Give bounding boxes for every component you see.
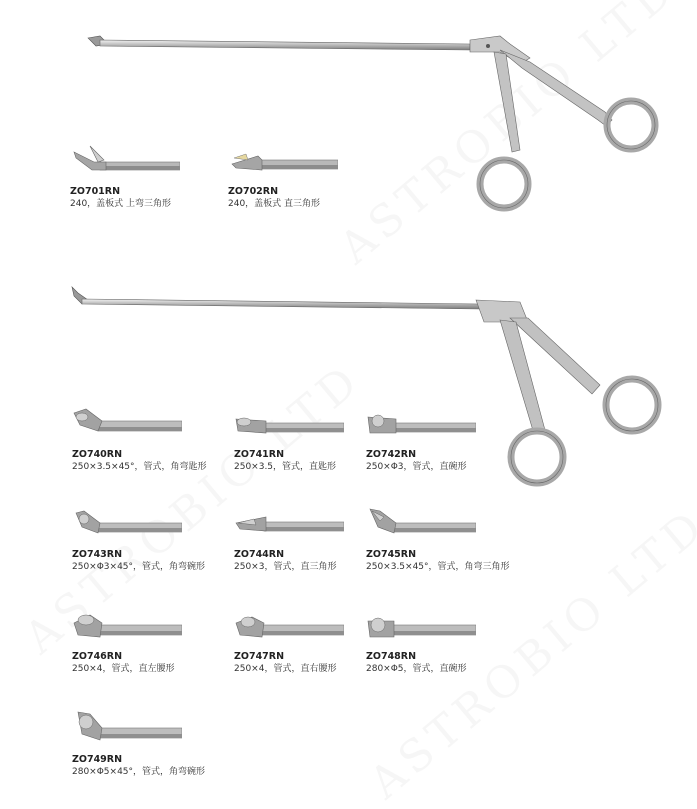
- tip-right-kidney-image: [234, 607, 344, 649]
- product-item: [366, 405, 536, 473]
- product-item: [70, 142, 240, 210]
- product-code: ZO740RN: [72, 449, 123, 460]
- product-item: [72, 607, 242, 675]
- tip-angled-cup-image: [72, 505, 182, 547]
- product-item: [72, 505, 242, 573]
- tip-straight-cup-image: [366, 405, 476, 447]
- product-code: ZO749RN: [72, 754, 123, 765]
- product-description: 240，盖板式 上弯三角形: [70, 199, 172, 209]
- product-item: [366, 505, 536, 573]
- product-description: 250×3.5，管式，直匙形: [234, 462, 337, 472]
- product-code: ZO743RN: [72, 549, 123, 560]
- product-code: ZO702RN: [228, 186, 279, 197]
- product-code: ZO746RN: [72, 651, 123, 662]
- product-description: 250×4，管式，直左腰形: [72, 664, 175, 674]
- product-description: 280×Φ5，管式，直碗形: [366, 664, 467, 674]
- product-item: [228, 142, 398, 210]
- product-item: [72, 710, 242, 778]
- product-code: ZO741RN: [234, 449, 285, 460]
- tip-angled-triangle-image: [70, 142, 180, 184]
- product-description: 250×3.5×45°，管式，角弯匙形: [72, 462, 207, 472]
- product-description: 250×4，管式，直右腰形: [234, 664, 337, 674]
- product-description: 250×3，管式，直三角形: [234, 562, 337, 572]
- product-code: ZO701RN: [70, 186, 121, 197]
- product-code: ZO745RN: [366, 549, 417, 560]
- product-item: [72, 405, 242, 473]
- product-code: ZO747RN: [234, 651, 285, 662]
- tip-angled-cup-image: [72, 710, 182, 752]
- product-description: 240，盖板式 直三角形: [228, 199, 321, 209]
- tip-left-kidney-image: [72, 607, 182, 649]
- tip-angled-triangle-image: [366, 505, 476, 547]
- tip-straight-triangle-image: [228, 142, 338, 184]
- tip-straight-cup-image: [366, 607, 476, 649]
- product-code: ZO742RN: [366, 449, 417, 460]
- tip-straight-triangle-image: [234, 505, 344, 547]
- tip-angled-spoon-image: [72, 405, 182, 447]
- product-description: 250×3.5×45°，管式，角弯三角形: [366, 562, 510, 572]
- product-description: 250×Φ3，管式，直碗形: [366, 462, 467, 472]
- product-code: ZO748RN: [366, 651, 417, 662]
- tip-straight-spoon-image: [234, 405, 344, 447]
- product-code: ZO744RN: [234, 549, 285, 560]
- product-item: [366, 607, 536, 675]
- product-description: 280×Φ5×45°，管式，角弯碗形: [72, 767, 206, 777]
- product-description: 250×Φ3×45°，管式，角弯碗形: [72, 562, 206, 572]
